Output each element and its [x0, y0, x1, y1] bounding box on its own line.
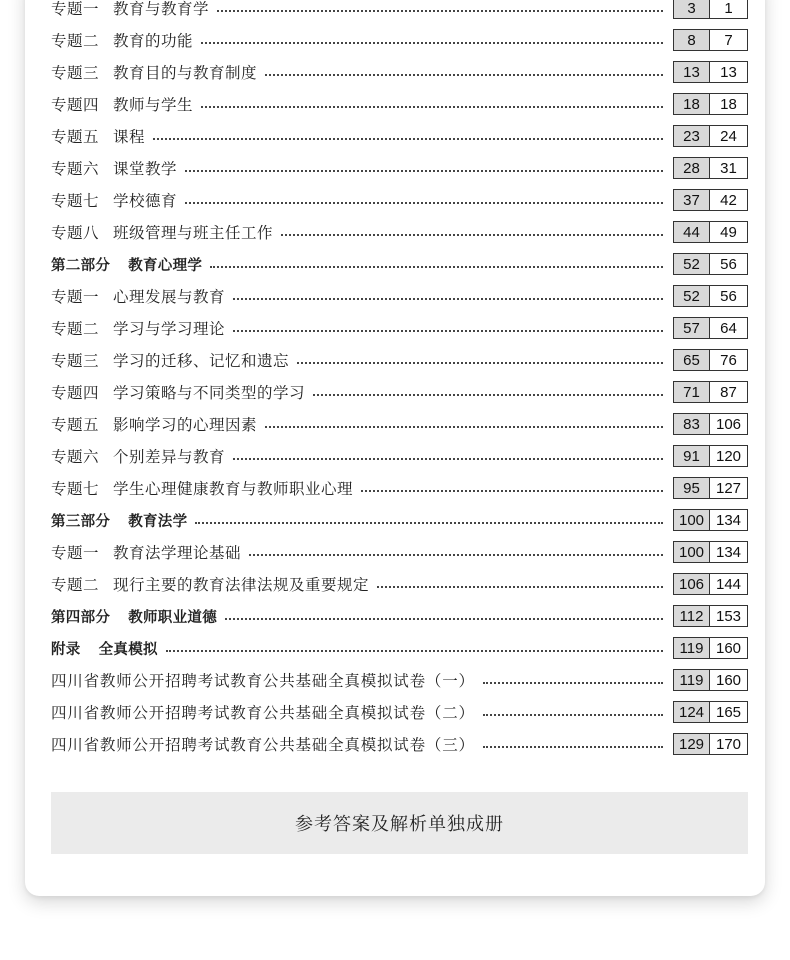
question-page-number: 44 [674, 222, 710, 242]
answer-page-number: 31 [710, 158, 747, 178]
toc-entry-title: 课程 [113, 128, 146, 146]
answer-page-number: 24 [710, 126, 747, 146]
question-page-number: 100 [674, 542, 710, 562]
page-numbers [673, 93, 748, 115]
answer-page-number: 134 [710, 510, 747, 530]
page-numbers [673, 0, 748, 19]
dot-leader [265, 73, 663, 76]
dot-leader [153, 137, 663, 140]
toc-entry-title: 教育心理学 [128, 257, 203, 274]
toc-entry-code: 专题五 [51, 128, 100, 146]
page-numbers [673, 29, 748, 51]
toc-row [51, 568, 748, 600]
question-page-number: 119 [674, 638, 710, 658]
toc-entry-label [51, 638, 166, 659]
toc-entry-title: 教师与学生 [113, 96, 194, 114]
toc-entry-label [51, 606, 225, 627]
toc-entry-code: 专题一 [51, 544, 100, 562]
toc-row [51, 536, 748, 568]
dot-leader [217, 9, 663, 12]
answer-page-number: 165 [710, 702, 747, 722]
dot-leader [297, 361, 663, 364]
toc-entry-title: 四川省教师公开招聘考试教育公共基础全真模拟试卷（一） [51, 672, 475, 690]
toc-row [51, 184, 748, 216]
page-numbers [673, 61, 748, 83]
question-page-number: 119 [674, 670, 710, 690]
answer-page-number: 127 [710, 478, 747, 498]
toc-entry-code: 专题二 [51, 32, 100, 50]
toc-entry-code: 专题七 [51, 192, 100, 210]
toc-row [51, 664, 748, 696]
page-numbers [673, 189, 748, 211]
answer-booklet-note-text: 参考答案及解析单独成册 [295, 814, 504, 835]
answer-page-number: 7 [710, 30, 747, 50]
toc-row [51, 88, 748, 120]
toc-entry-title: 全真模拟 [98, 641, 158, 658]
toc-row [51, 120, 748, 152]
page-numbers [673, 733, 748, 755]
answer-page-number: 49 [710, 222, 747, 242]
toc-entry-title: 心理发展与教育 [113, 288, 226, 306]
question-page-number: 106 [674, 574, 710, 594]
dot-leader [377, 585, 663, 588]
answer-page-number: 120 [710, 446, 747, 466]
answer-page-number: 18 [710, 94, 747, 114]
toc-entry-label [51, 541, 249, 563]
dot-leader [483, 713, 663, 716]
toc-entry-code: 专题二 [51, 576, 100, 594]
answer-page-number: 64 [710, 318, 747, 338]
toc-entry-label [51, 254, 210, 275]
dot-leader [361, 489, 663, 492]
toc-row [51, 216, 748, 248]
toc-row [51, 408, 748, 440]
page-numbers [673, 317, 748, 339]
answer-page-number: 87 [710, 382, 747, 402]
answer-page-number: 1 [710, 0, 747, 18]
answer-page-number: 134 [710, 542, 747, 562]
dot-leader [233, 329, 663, 332]
toc-entry-title: 教育法学理论基础 [113, 544, 242, 562]
toc-entry-code: 专题八 [51, 224, 100, 242]
toc-row [51, 696, 748, 728]
toc-row [51, 280, 748, 312]
toc-entry-label [51, 317, 233, 339]
toc-entry-title: 现行主要的教育法律法规及重要规定 [113, 576, 370, 594]
toc-row [51, 504, 748, 536]
dot-leader [201, 105, 663, 108]
answer-page-number: 160 [710, 638, 747, 658]
answer-booklet-note [51, 792, 748, 854]
toc-row [51, 376, 748, 408]
toc-row [51, 312, 748, 344]
toc-entry-code: 第二部分 [51, 257, 111, 274]
toc-entry-title: 学习与学习理论 [113, 320, 226, 338]
page-numbers [673, 445, 748, 467]
toc-entry-label [51, 157, 185, 179]
question-page-number: 52 [674, 286, 710, 306]
toc-entry-title: 教育目的与教育制度 [113, 64, 258, 82]
toc-entry-label [51, 61, 265, 83]
toc-entry-code: 专题六 [51, 160, 100, 178]
question-page-number: 13 [674, 62, 710, 82]
toc-entry-title: 学习策略与不同类型的学习 [113, 384, 306, 402]
toc-row [51, 600, 748, 632]
toc-entry-label [51, 413, 265, 435]
page-numbers [673, 701, 748, 723]
question-page-number: 23 [674, 126, 710, 146]
question-page-number: 18 [674, 94, 710, 114]
question-page-number: 91 [674, 446, 710, 466]
page-numbers [673, 605, 748, 627]
dot-leader [225, 617, 663, 620]
toc-entry-code: 第三部分 [51, 513, 111, 530]
toc-entry-label [51, 93, 201, 115]
toc-entry-label [51, 701, 483, 723]
answer-page-number: 160 [710, 670, 747, 690]
dot-leader [483, 745, 663, 748]
answer-page-number: 56 [710, 254, 747, 274]
answer-page-number: 56 [710, 286, 747, 306]
question-page-number: 100 [674, 510, 710, 530]
toc-entry-code: 专题一 [51, 288, 100, 306]
toc-entry-title: 课堂教学 [113, 160, 178, 178]
toc-row [51, 344, 748, 376]
page-numbers [673, 669, 748, 691]
answer-page-number: 153 [710, 606, 747, 626]
toc-entry-code: 专题四 [51, 96, 100, 114]
answer-page-number: 13 [710, 62, 747, 82]
dot-leader [210, 265, 663, 268]
toc-entry-title: 个别差异与教育 [113, 448, 226, 466]
toc-entry-label [51, 349, 297, 371]
dot-leader [185, 169, 663, 172]
toc-entry-label [51, 29, 201, 51]
toc-entry-label [51, 669, 483, 691]
toc-row [51, 56, 748, 88]
page-numbers [673, 509, 748, 531]
question-page-number: 124 [674, 702, 710, 722]
question-page-number: 129 [674, 734, 710, 754]
page-numbers [673, 285, 748, 307]
toc-entry-code: 专题二 [51, 320, 100, 338]
question-page-number: 65 [674, 350, 710, 370]
toc-entry-code: 专题七 [51, 480, 100, 498]
toc-entry-title: 班级管理与班主任工作 [113, 224, 274, 242]
dot-leader [185, 201, 663, 204]
toc-entry-label [51, 125, 153, 147]
page-numbers [673, 253, 748, 275]
toc-entry-title: 教育与教育学 [113, 0, 210, 18]
toc-entry-code: 专题三 [51, 352, 100, 370]
toc-entry-code: 专题三 [51, 64, 100, 82]
toc-row [51, 152, 748, 184]
toc-row [51, 728, 748, 760]
table-of-contents [51, 0, 748, 760]
toc-entry-label [51, 733, 483, 755]
answer-page-number: 42 [710, 190, 747, 210]
toc-entry-title: 教师职业道德 [128, 609, 218, 626]
toc-entry-title: 影响学习的心理因素 [113, 416, 258, 434]
dot-leader [483, 681, 663, 684]
toc-entry-label [51, 445, 233, 467]
page-numbers [673, 381, 748, 403]
question-page-number: 8 [674, 30, 710, 50]
dot-leader [195, 521, 663, 524]
toc-row [51, 440, 748, 472]
answer-page-number: 170 [710, 734, 747, 754]
toc-entry-code: 专题一 [51, 0, 100, 18]
toc-entry-title: 教育的功能 [113, 32, 194, 50]
dot-leader [233, 297, 663, 300]
toc-row [51, 0, 748, 24]
toc-entry-title: 教育法学 [128, 513, 188, 530]
toc-entry-code: 第四部分 [51, 609, 111, 626]
question-page-number: 112 [674, 606, 710, 626]
page-numbers [673, 125, 748, 147]
answer-page-number: 144 [710, 574, 747, 594]
toc-entry-title: 四川省教师公开招聘考试教育公共基础全真模拟试卷（三） [51, 736, 475, 754]
question-page-number: 3 [674, 0, 710, 18]
question-page-number: 71 [674, 382, 710, 402]
question-page-number: 52 [674, 254, 710, 274]
toc-entry-label [51, 285, 233, 307]
toc-row [51, 632, 748, 664]
dot-leader [265, 425, 663, 428]
answer-page-number: 106 [710, 414, 747, 434]
page-numbers [673, 157, 748, 179]
toc-entry-title: 四川省教师公开招聘考试教育公共基础全真模拟试卷（二） [51, 704, 475, 722]
page-numbers [673, 573, 748, 595]
toc-entry-label [51, 573, 377, 595]
dot-leader [166, 649, 663, 652]
question-page-number: 95 [674, 478, 710, 498]
toc-entry-title: 学习的迁移、记忆和遗忘 [113, 352, 290, 370]
page-numbers [673, 221, 748, 243]
question-page-number: 37 [674, 190, 710, 210]
toc-row [51, 248, 748, 280]
toc-entry-label [51, 381, 313, 403]
dot-leader [201, 41, 663, 44]
toc-entry-code: 附录 [51, 641, 81, 658]
dot-leader [281, 233, 663, 236]
dot-leader [233, 457, 663, 460]
toc-row [51, 24, 748, 56]
question-page-number: 83 [674, 414, 710, 434]
page-numbers [673, 349, 748, 371]
page-numbers [673, 477, 748, 499]
toc-row [51, 472, 748, 504]
page-numbers [673, 637, 748, 659]
toc-entry-code: 专题六 [51, 448, 100, 466]
toc-entry-label [51, 510, 195, 531]
dot-leader [249, 553, 663, 556]
toc-entry-code: 专题四 [51, 384, 100, 402]
toc-entry-label [51, 0, 217, 19]
toc-entry-label [51, 189, 185, 211]
toc-entry-label [51, 221, 281, 243]
toc-entry-title: 学生心理健康教育与教师职业心理 [113, 480, 354, 498]
answer-page-number: 76 [710, 350, 747, 370]
question-page-number: 57 [674, 318, 710, 338]
toc-entry-title: 学校德育 [113, 192, 178, 210]
page-numbers [673, 541, 748, 563]
question-page-number: 28 [674, 158, 710, 178]
toc-entry-label [51, 477, 361, 499]
dot-leader [313, 393, 663, 396]
toc-entry-code: 专题五 [51, 416, 100, 434]
page-numbers [673, 413, 748, 435]
